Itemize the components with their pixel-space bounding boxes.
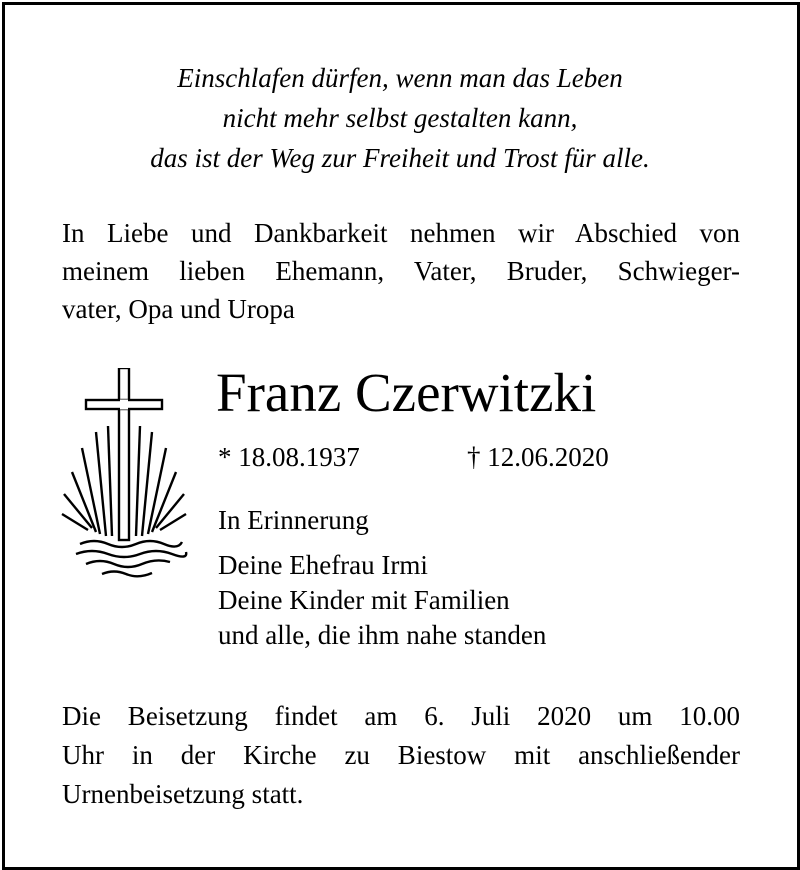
intro-line: meinem lieben Ehemann, Vater, Bruder, Schwieger- bbox=[62, 256, 740, 286]
death-date: † 12.06.2020 bbox=[467, 442, 609, 472]
burial-notice bbox=[62, 697, 740, 814]
mourner-line: Deine Ehefrau Irmi bbox=[218, 550, 428, 580]
birth-date: * 18.08.1937 bbox=[218, 442, 360, 472]
cross-with-sunrise-and-waves-icon bbox=[60, 368, 196, 580]
burial-line: Urnenbeisetzung statt. bbox=[62, 779, 304, 809]
mourners-list bbox=[218, 548, 546, 653]
burial-line: Die Beisetzung findet am 6. Juli 2020 um 10.00 bbox=[62, 701, 740, 731]
poem-line: nicht mehr selbst gestalten kann, bbox=[222, 103, 578, 133]
intro-line: vater, Opa und Uropa bbox=[62, 294, 295, 324]
poem-line: das ist der Weg zur Freiheit und Trost für alle. bbox=[150, 143, 650, 173]
poem-line: Einschlafen dürfen, wenn man das Leben bbox=[177, 63, 623, 93]
remembrance-heading: In Erinnerung bbox=[218, 505, 369, 535]
mourner-line: Deine Kinder mit Familien bbox=[218, 585, 510, 615]
intro-line: In Liebe und Dankbarkeit nehmen wir Abschied von bbox=[62, 218, 740, 248]
poem bbox=[0, 58, 800, 178]
deceased-name: Franz Czerwitzki bbox=[216, 362, 597, 423]
mourner-line: und alle, die ihm nahe standen bbox=[218, 620, 547, 650]
intro-text bbox=[62, 214, 740, 328]
burial-line: Uhr in der Kirche zu Biestow mit anschließender bbox=[62, 740, 740, 770]
